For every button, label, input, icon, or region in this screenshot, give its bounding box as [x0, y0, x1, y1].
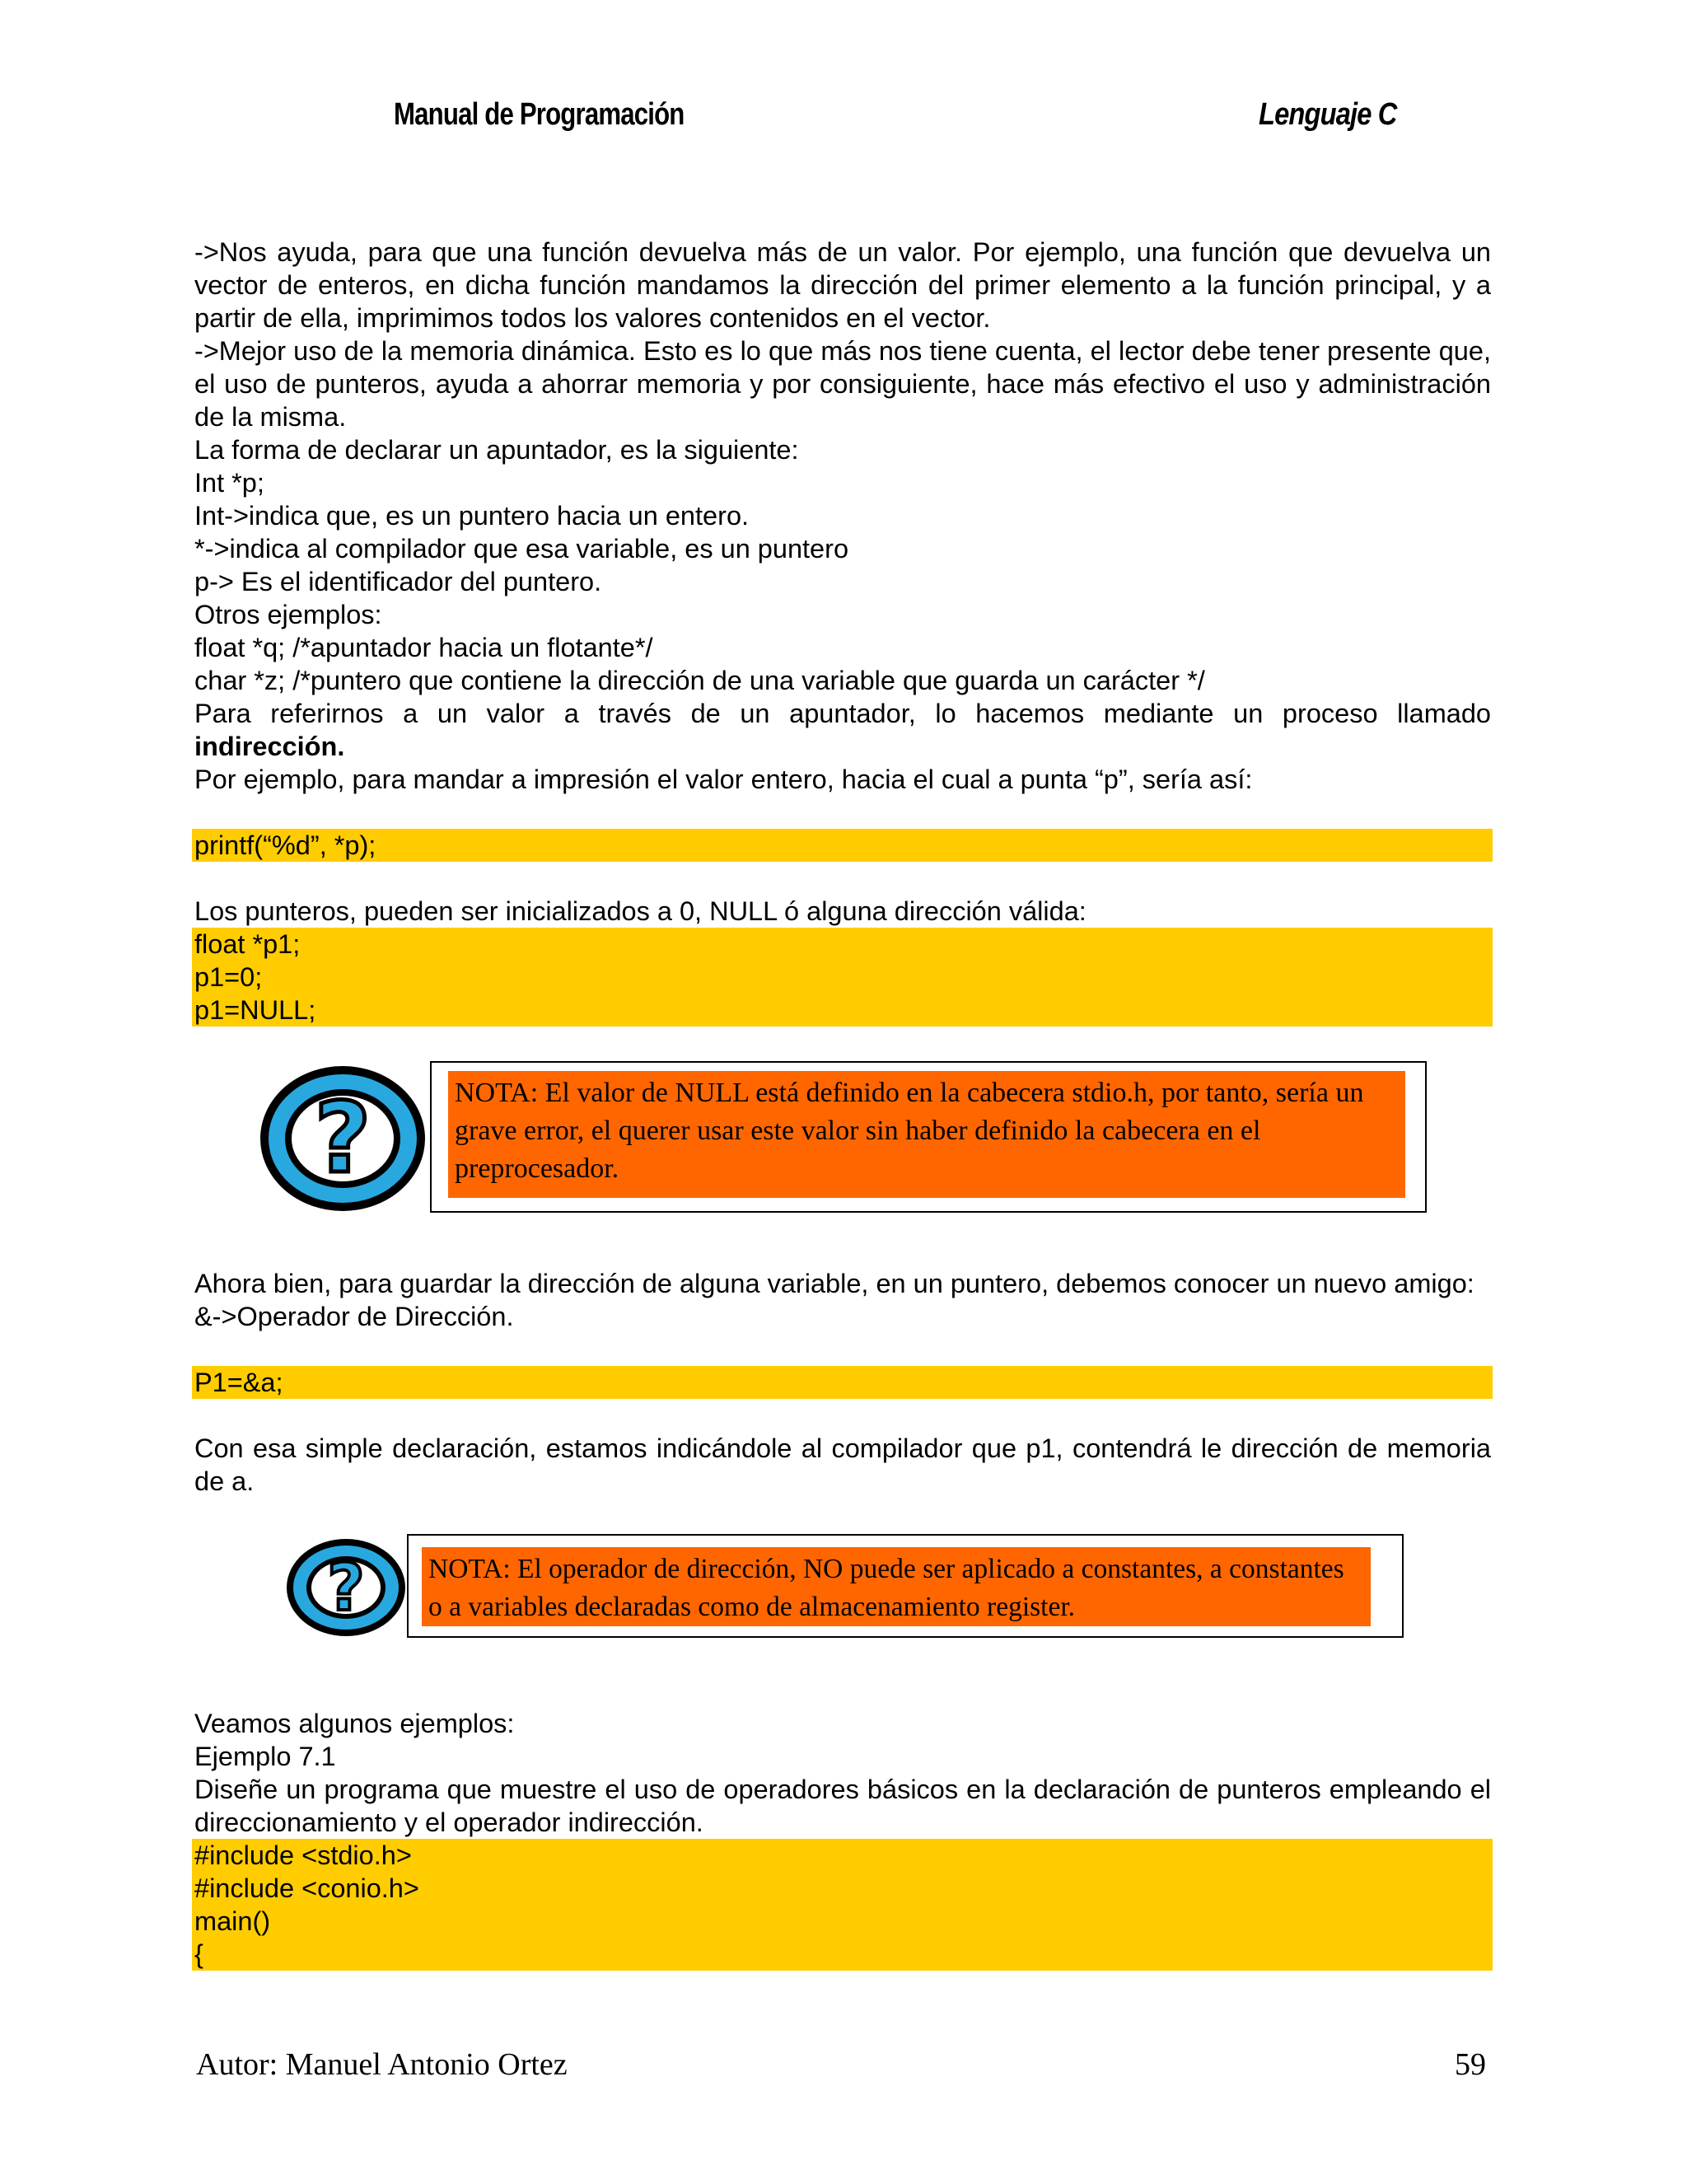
code-line: #include <conio.h>	[194, 1873, 419, 1903]
text-line: &->Operador de Dirección.	[194, 1302, 514, 1331]
spacer	[194, 862, 1491, 895]
code-line: float *p1;	[194, 929, 301, 959]
footer-author: Autor: Manuel Antonio Ortez	[196, 2047, 568, 2082]
text-line: Por ejemplo, para mandar a impresión el valor entero, hacia el cual a punta “p”, sería así:	[194, 765, 1253, 794]
text-line: char *z; /*puntero que contiene la dirección de una variable que guarda un carácter */	[194, 666, 1205, 695]
text-line: Los punteros, pueden ser inicializados a 0, NULL ó alguna dirección válida:	[194, 896, 1087, 926]
paragraph-indireccion-text: Para referirnos a un valor a través de un apuntador, lo hacemos mediante un proceso llamado	[194, 699, 1491, 728]
question-mark-icon	[285, 1537, 407, 1638]
note-direccion	[194, 1498, 1491, 1707]
code-block-printf	[192, 829, 1493, 862]
svg-text:?: ?	[327, 1551, 365, 1625]
header-title-left: Manual de Programación	[394, 97, 685, 132]
code-line: main()	[194, 1906, 271, 1936]
paragraph-ahora-bien: Ahora bien, para guardar la dirección de alguna variable, en un puntero, debemos conocer un nuevo amigo:	[194, 1269, 1474, 1298]
note-null-text: NOTA: El valor de NULL está definido en la cabecera stdio.h, por tanto, sería un grave error, el querer usar este valor sin haber definido la cabecera en el preprocesador.	[448, 1071, 1405, 1198]
text-line: Veamos algunos ejemplos:	[194, 1709, 515, 1738]
paragraph-disene: Diseñe un programa que muestre el uso de operadores básicos en la declaración de punteros empleando el direccionamiento y el operador indirección.	[194, 1775, 1491, 1837]
paragraph-con-esa: Con esa simple declaración, estamos indicándole al compilador que p1, contendrá le dirección de memoria de a.	[194, 1433, 1491, 1496]
question-mark-icon	[257, 1063, 428, 1214]
code-line: P1=&a;	[194, 1368, 283, 1397]
note-null-frame	[430, 1061, 1427, 1213]
note-null	[194, 1027, 1491, 1267]
text-line: Int->indica que, es un puntero hacia un entero.	[194, 501, 750, 531]
bold-term-indireccion: indirección.	[194, 732, 345, 761]
paragraph-nos-ayuda: ->Nos ayuda, para que una función devuelva más de un valor. Por ejemplo, una función que devuelva un vector de enteros, en dicha función mandamos la dirección del primer elemento a la función principal, y a partir de ella, imprimimos todos los valores contenidos en el vector.	[194, 237, 1491, 333]
spacer	[194, 1333, 1491, 1366]
note-direccion-frame	[407, 1534, 1404, 1638]
text-line: La forma de declarar un apuntador, es la siguiente:	[194, 435, 799, 465]
code-line: {	[194, 1939, 203, 1969]
code-line: printf(“%d”, *p);	[194, 830, 376, 860]
text-line: Otros ejemplos:	[194, 600, 382, 629]
code-block-p1	[192, 1366, 1493, 1399]
text-line: p-> Es el identificador del puntero.	[194, 567, 602, 596]
code-line: p1=0;	[194, 962, 263, 992]
text-line: Ejemplo 7.1	[194, 1742, 336, 1771]
paragraph-indireccion	[194, 697, 1491, 730]
page-number: 59	[1455, 2047, 1486, 2082]
spacer	[194, 1399, 1491, 1432]
code-line: p1=NULL;	[194, 995, 316, 1025]
code-block-init	[192, 928, 1493, 1027]
text-line: Int *p;	[194, 468, 264, 498]
code-block-example	[192, 1839, 1493, 1971]
text-line: float *q; /*apuntador hacia un flotante*/	[194, 633, 653, 662]
page-content	[194, 236, 1491, 1971]
code-line: #include <stdio.h>	[194, 1840, 412, 1870]
text-line: *->indica al compilador que esa variable, es un puntero	[194, 534, 849, 564]
spacer	[194, 796, 1491, 829]
paragraph-memoria-dinamica: ->Mejor uso de la memoria dinámica. Esto es lo que más nos tiene cuenta, el lector debe tener presente que, el uso de punteros, ayuda a ahorrar memoria y por consiguiente, hace más efectivo el uso y administración de la misma.	[194, 336, 1491, 432]
header-title-right: Lenguaje C	[1259, 97, 1397, 132]
svg-text:?: ?	[314, 1081, 372, 1195]
note-direccion-text: NOTA: El operador de dirección, NO puede ser aplicado a constantes, a constantes o a variables declaradas como de almacenamiento register.	[422, 1547, 1371, 1626]
